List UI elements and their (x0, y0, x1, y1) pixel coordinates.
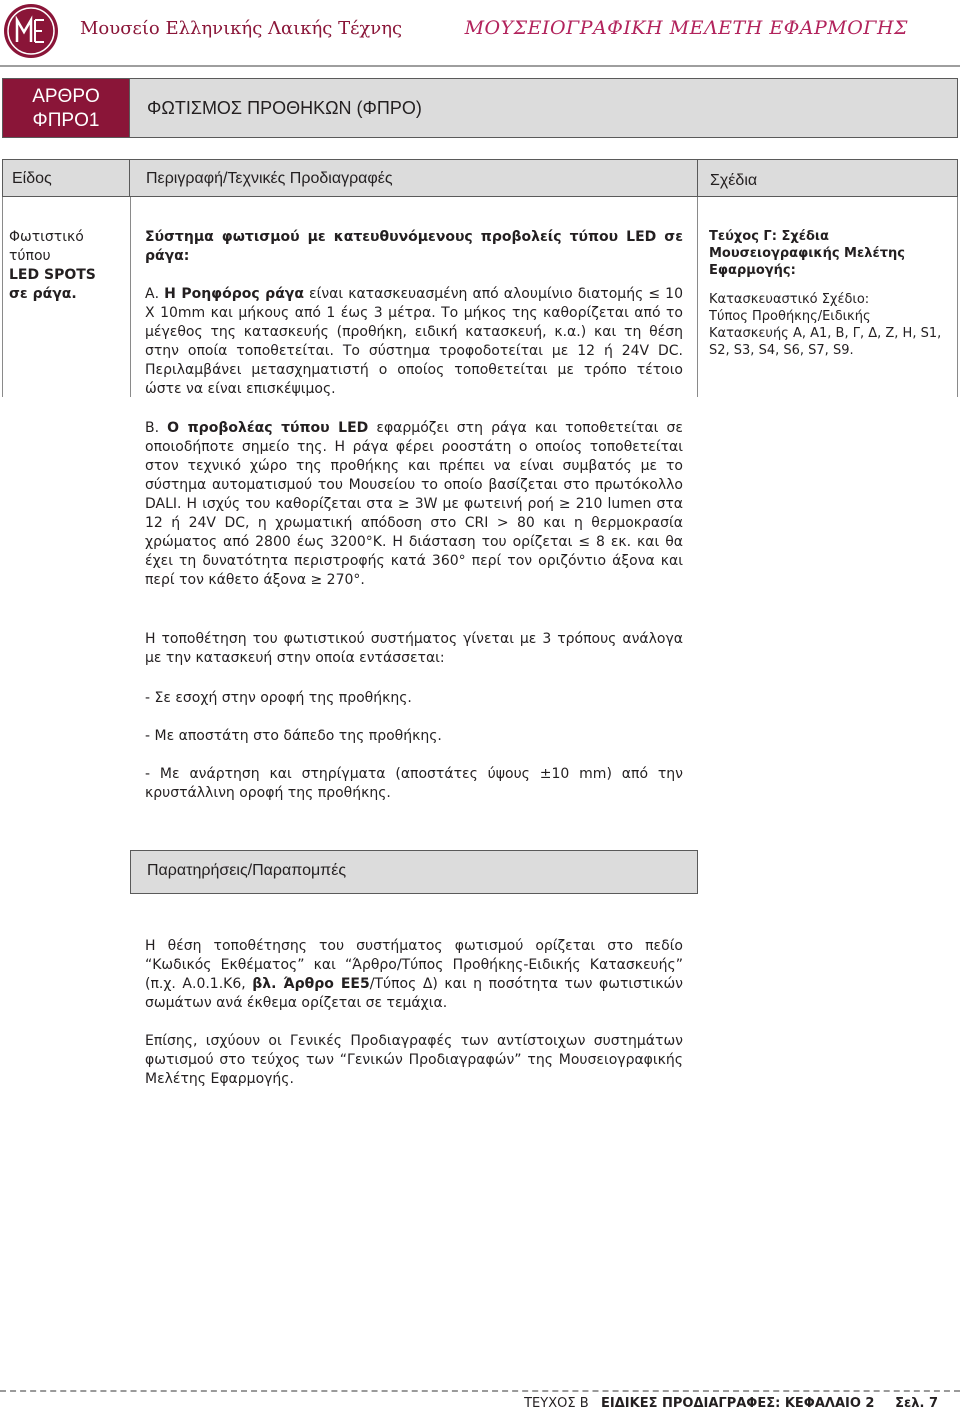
page-footer (524, 1396, 938, 1411)
study-title: ΜΟΥΣΕΙΟΓΡΑΦΙΚΗ ΜΕΛΕΤΗ ΕΦΑΡΜΟΓΗΣ (464, 17, 908, 39)
notes-paragraph-1: Η θέση τοποθέτησης του συστήματος φωτισμού ορίζεται στο πεδίο “Κωδικός Εκθέματος” και “Άρθρο/Τύπος Προθήκης-Ειδικής Κατασκευής” (π.χ. Α.0.1.Κ6, βλ. Άρθρο ΕΕ5/Τύπος Δ) και η ποσότητα των φωτιστικών σωμάτων ανά έκθεμα ορίζεται σε τεμάχια. (145, 938, 683, 1011)
table-border-desc (697, 197, 698, 397)
drawings-list: Τύπος Προθήκης/Ειδικής Κατασκευής Α, Α1, Β, Γ, Δ, Ζ, Η, S1, S2, S3, S4, S6, S7, S9. (709, 309, 942, 358)
footer-volume: ΤΕΥΧΟΣ Β (524, 1396, 589, 1411)
column-header-description: Περιγραφή/Τεχνικές Προδιαγραφές (130, 159, 698, 197)
column-header-drawings: Σχέδια (698, 159, 958, 197)
description-section-a: Α. Η Ροηφόρος ράγα είναι κατασκευασμένη από αλουμίνιο διατομής ≤ 10 Χ 10mm και μήκους από 1 έως 3 μέτρα. Το μήκος της καθορίζεται από το μέγεθος της κατασκευής (προθήκη, ειδική κατασκευή, κ.α.) και τη θέση στην οποία τοποθετείται. Το σύστημα τροφοδοτείται με 12 ή 24V DC. Περιλαμβάνει μετασχηματιστή ο οποίος τοποθετείται με τρόπο τέτοιο ώστε να είναι επισκέψιμος. (145, 286, 683, 397)
footer-divider (0, 1390, 960, 1392)
placement-option-1: - Σε εσοχή στην οροφή της προθήκης. (145, 690, 412, 706)
placement-option-2: - Με αποστάτη στο δάπεδο της προθήκης. (145, 728, 442, 744)
drawings-type: Κατασκευαστικό Σχέδιο: (709, 292, 870, 307)
notes-paragraph-2: Επίσης, ισχύουν οι Γενικές Προδιαγραφές των αντίστοιχων συστημάτων φωτισμού στο τεύχος των “Γενικών Προδιαγραφών” της Μουσειογραφικής Μελέτης Εφαρμογής. (145, 1033, 683, 1087)
header-divider (0, 65, 960, 67)
footer-section: ΕΙΔΙΚΕΣ ΠΡΟΔΙΑΓΡΑΦΕΣ: ΚΕΦΑΛΑΙΟ 2 (601, 1396, 875, 1411)
drawings-reference (709, 228, 949, 359)
table-border-left (2, 197, 3, 397)
placement-intro: Η τοποθέτηση του φωτιστικού συστήματος γίνεται με 3 τρόπους ανάλογα με την κατασκευή στην οποία εντάσσεται: (145, 631, 683, 666)
footer-page: Σελ. 7 (895, 1396, 938, 1411)
description-section-b: Β. Ο προβολέας τύπου LED εφαρμόζει στη ράγα και τοποθετείται σε οποιοδήποτε σημείο της. Η ράγα φέρει ροοστάτη ο οποίος τοποθετείται στον τεχνικό χώρο της προθήκης και πρέπει να είναι συμβατός με το σύστημα αυτοματισμού του Μουσείου το οποίο βασίζεται στο πρωτόκολλο DALI. Η ισχύς του καθορίζεται στα ≥ 3W με φωτεινή ροή ≥ 210 lumen στα 12 ή 24V DC, η χρωματική απόδοση στο CRI > 80 και η θερμοκρασία χρώματος από 2800 έως 3200°K. Η διάσταση του ορίζεται ≤ 8 εκ. και θα έχει τη δυνατότητα περιστροφής κατά 360° περί τον οριζόντιο άξονα και περί τον κάθετο άξονα ≥ 270°. (145, 420, 684, 588)
column-header-kind: Είδος (2, 159, 130, 197)
notes-header: Παρατηρήσεις/Παραπομπές (130, 850, 698, 894)
item-kind: Φωτιστικό τύπου LED SPOTS σε ράγα. (9, 229, 96, 302)
article-label: ΑΡΘΡΟ (32, 86, 100, 107)
museum-logo (2, 2, 60, 60)
table-border-right (957, 197, 958, 397)
description-heading: Σύστημα φωτισμού με κατευθυνόμενους προβολείς τύπου LED σε ράγα: (145, 229, 683, 264)
table-border-kind (130, 197, 131, 397)
drawings-heading: Τεύχος Γ: Σχέδια Μουσειογραφικής Μελέτης Εφαρμογής: (709, 229, 905, 278)
article-title: ΦΩΤΙΣΜΟΣ ΠΡΟΘΗΚΩΝ (ΦΠΡΟ) (130, 78, 958, 138)
museum-name: Μουσείο Ελληνικής Λαικής Τέχνης (80, 18, 403, 39)
article-code-box (2, 78, 130, 138)
article-code: ΦΠΡΟ1 (32, 110, 100, 131)
placement-option-3: - Με ανάρτηση και στηρίγματα (αποστάτες ύψους ±10 mm) από την κρυστάλλινη οροφή της προθήκης. (145, 766, 683, 801)
